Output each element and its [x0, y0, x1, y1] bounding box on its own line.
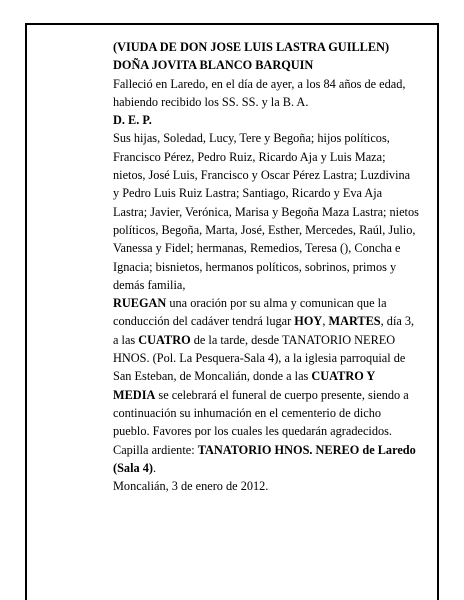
- ruegan-text: RUEGAN: [113, 296, 167, 311]
- obituary-notice: [113, 38, 419, 495]
- death-statement: Falleció en Laredo, en el día de ayer, a los 84 años de edad, habiendo recibido los SS. SS. y la B. A.: [113, 76, 406, 109]
- cuatro-y-media-text: CUATRO Y MEDIA: [113, 369, 375, 402]
- funeral-text-3: , día 3, a las: [113, 314, 415, 347]
- cuatro-text: CUATRO: [138, 332, 191, 347]
- funeral-paragraph: [113, 294, 419, 477]
- funeral-text-5: se celebrará el funeral de cuerpo presente, siendo a continuación su inhumación en el cementerio de dicho pueblo. Favores por los cuales les quedarán agradecidos. Capilla ardiente:: [113, 387, 409, 457]
- funeral-text-1: una oración por su alma y comunican que la conducción del cadáver tendrá lugar: [113, 296, 387, 329]
- funeral-text-4: de la tarde, desde TANATORIO NEREO HNOS. (Pol. La Pesquera-Sala 4), a la iglesia parroquial de San Esteban, de Moncalián, donde a las: [113, 332, 406, 384]
- place-date: Moncalián, 3 de enero de 2012.: [113, 479, 269, 494]
- tanatorio-text: TANATORIO HNOS. NEREO de Laredo (Sala 4): [113, 442, 416, 475]
- family-list: Sus hijas, Soledad, Lucy, Tere y Begoña; hijos políticos, Francisco Pérez, Pedro Ruiz, Ricardo Aja y Luis Maza; nietos, José Luis, Francisco y Oscar Pérez Lastra; Luzdivina y Pedro Luis Ruiz Lastra; Santiago, Ricardo y Eva Aja Lastra; Javier, Verónica, Marisa y Begoña Maza Lastra; nietos políticos, Begoña, Marta, José, Esther, Mercedes, Raúl, Julio, Vanessa y Fidel; hermanas, Remedios, Teresa (), Concha e Ignacia; bisnietos, hermanos políticos, sobrinos, primos y demás familia,: [113, 131, 419, 292]
- deceased-name: DOÑA JOVITA BLANCO BARQUIN: [113, 58, 314, 73]
- hoy-text: HOY: [294, 314, 323, 329]
- dep-line: D. E. P.: [113, 113, 152, 128]
- funeral-text-2: ,: [322, 314, 329, 329]
- widow-heading: (VIUDA DE DON JOSE LUIS LASTRA GUILLEN): [113, 40, 390, 54]
- martes-text: MARTES: [328, 314, 381, 329]
- funeral-text-6: .: [152, 460, 157, 475]
